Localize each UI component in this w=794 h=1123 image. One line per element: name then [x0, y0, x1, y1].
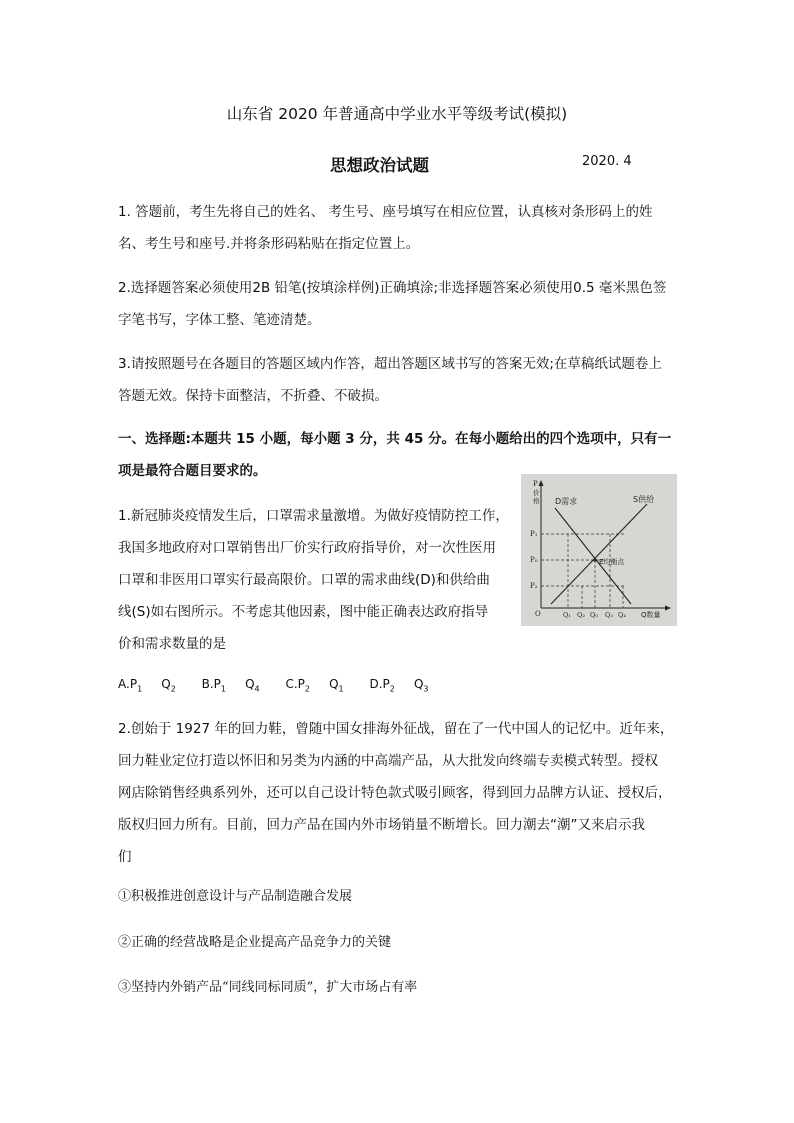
instruction-3	[118, 348, 678, 412]
option-a[interactable]	[118, 672, 176, 701]
section-heading-line-1: 一、选择题:本题共 15 小题，每小题 3 分，共 45 分。在每小题给出的四个选项中，只有一	[118, 431, 672, 447]
option-b[interactable]	[202, 672, 260, 701]
supply-demand-figure	[521, 474, 677, 626]
option-c[interactable]	[285, 672, 343, 701]
option-price-sub: 1	[220, 684, 226, 694]
x-axis-arrow-icon	[665, 606, 671, 611]
instruction-1-line-1: 1. 答题前，考生先将自己的姓名、 考生号、座号填写在相应位置，认真核对条形码上的姓	[118, 204, 653, 220]
option-letter: C.	[285, 677, 298, 691]
option-quantity-sub: 1	[338, 684, 344, 694]
question-1-line: 我国多地政府对口罩销售出厂价实行政府指导价，对一次性医用	[118, 540, 496, 556]
equilibrium-label: E均衡点	[599, 558, 625, 566]
p2-tick-label: P₂	[530, 582, 538, 590]
equilibrium-point	[593, 558, 596, 561]
question-2-line: 版权归回力所有。目前，回力产品在国内外市场销量不断增长。回力潮去“潮”又来启示我	[118, 817, 645, 833]
question-2-line: 们	[118, 849, 132, 865]
section-heading-line-2: 项是最符合题目要求的。	[118, 463, 267, 479]
question-1-stem	[118, 500, 513, 660]
supply-curve-label: S供给	[633, 495, 655, 504]
option-price: P	[213, 677, 221, 691]
statement-3: ③坚持内外销产品“同线同标同质”，扩大市场占有率	[118, 980, 418, 995]
y-axis-label-sub: 价	[533, 489, 540, 497]
demand-curve	[555, 508, 631, 604]
option-quantity-sub: 4	[254, 684, 260, 694]
option-quantity: Q	[413, 677, 424, 691]
option-d[interactable]	[369, 672, 428, 701]
option-quantity: Q	[245, 677, 255, 691]
question-1-line: 口罩和非医用口罩实行最高限价。口罩的需求曲线(D)和供给曲	[118, 572, 490, 588]
question-1-line: 价和需求数量的是	[118, 636, 226, 652]
instruction-1-line-2: 名、考生号和座号.并将条形码粘贴在指定位置上。	[118, 236, 420, 252]
q0-tick-label: Q₀	[590, 611, 598, 619]
question-1-options	[118, 672, 450, 701]
p0-tick-label: P₀	[530, 556, 538, 564]
statement-2: ②正确的经营战略是企业提高产品竞争力的关键	[118, 935, 392, 950]
option-quantity: Q	[161, 677, 171, 691]
exam-date: 2020. 4	[582, 154, 632, 169]
demand-curve-label: D需求	[555, 497, 578, 506]
instruction-1	[118, 196, 678, 260]
q1-tick-label: Q₁	[563, 611, 571, 619]
question-1-line: 1.新冠肺炎疫情发生后，口罩需求量激增。为做好疫情防控工作，	[118, 508, 509, 524]
y-axis-arrow-icon	[539, 480, 544, 486]
exam-subtitle: 思想政治试题	[330, 156, 429, 175]
statement-1: ①积极推进创意设计与产品制造融合发展	[118, 889, 353, 904]
exam-title: 山东省 2020 年普通高中学业水平等级考试(模拟)	[226, 105, 568, 123]
q4-tick-label: Q₄	[618, 611, 626, 619]
instruction-2-line-2: 字笔书写，字体工整、笔迹清楚。	[118, 312, 321, 328]
origin-label: O	[535, 610, 541, 618]
option-price-sub: 2	[304, 684, 310, 694]
q3-tick-label: Q₃	[605, 611, 613, 619]
instruction-3-line-2: 答题无效。保持卡面整洁，不折叠、不破损。	[118, 388, 388, 404]
option-price: P	[382, 677, 390, 691]
p1-tick-label: P₁	[530, 530, 538, 538]
question-1-line: 线(S)如右图所示。不考虑其他因素，图中能正确表达政府指导	[118, 604, 489, 620]
option-quantity-sub: 3	[423, 684, 429, 694]
option-price-sub: 1	[137, 684, 143, 694]
y-axis-label: P	[533, 480, 538, 488]
question-2-stem	[118, 713, 678, 873]
question-2-line: 2.创始于 1927 年的回力鞋，曾随中国女排海外征战，留在了一代中国人的记忆中。近年来，	[118, 721, 674, 737]
option-price: P	[297, 677, 305, 691]
instruction-3-line-1: 3.请按照题号在各题目的答题区域内作答，超出答题区域书写的答案无效;在草稿纸试题卷上	[118, 356, 662, 372]
option-quantity: Q	[329, 677, 339, 691]
instruction-2	[118, 272, 678, 336]
y-axis-label-sub: 格	[533, 497, 540, 505]
q2-tick-label: Q₂	[577, 611, 585, 619]
option-letter: A.	[118, 677, 130, 691]
question-2-line: 回力鞋业定位打造以怀旧和另类为内涵的中高端产品，从大批发向终端专卖模式转型。授权	[118, 753, 658, 769]
option-price: P	[129, 677, 138, 691]
option-letter: B.	[201, 677, 214, 691]
option-price-sub: 2	[389, 684, 395, 694]
x-axis-label: Q数量	[641, 611, 661, 619]
instruction-2-line-1: 2.选择题答案必须使用2B 铅笔(按填涂样例)正确填涂;非选择题答案必须使用0.5 毫米黑色签	[118, 280, 667, 296]
supply-demand-graph	[521, 474, 677, 626]
option-letter: D.	[369, 677, 383, 691]
supply-curve	[551, 504, 647, 604]
option-quantity-sub: 2	[170, 684, 176, 694]
question-2-line: 网店除销售经典系列外，还可以自己设计特色款式吸引顾客，得到回力品牌方认证、授权后，	[118, 785, 672, 801]
